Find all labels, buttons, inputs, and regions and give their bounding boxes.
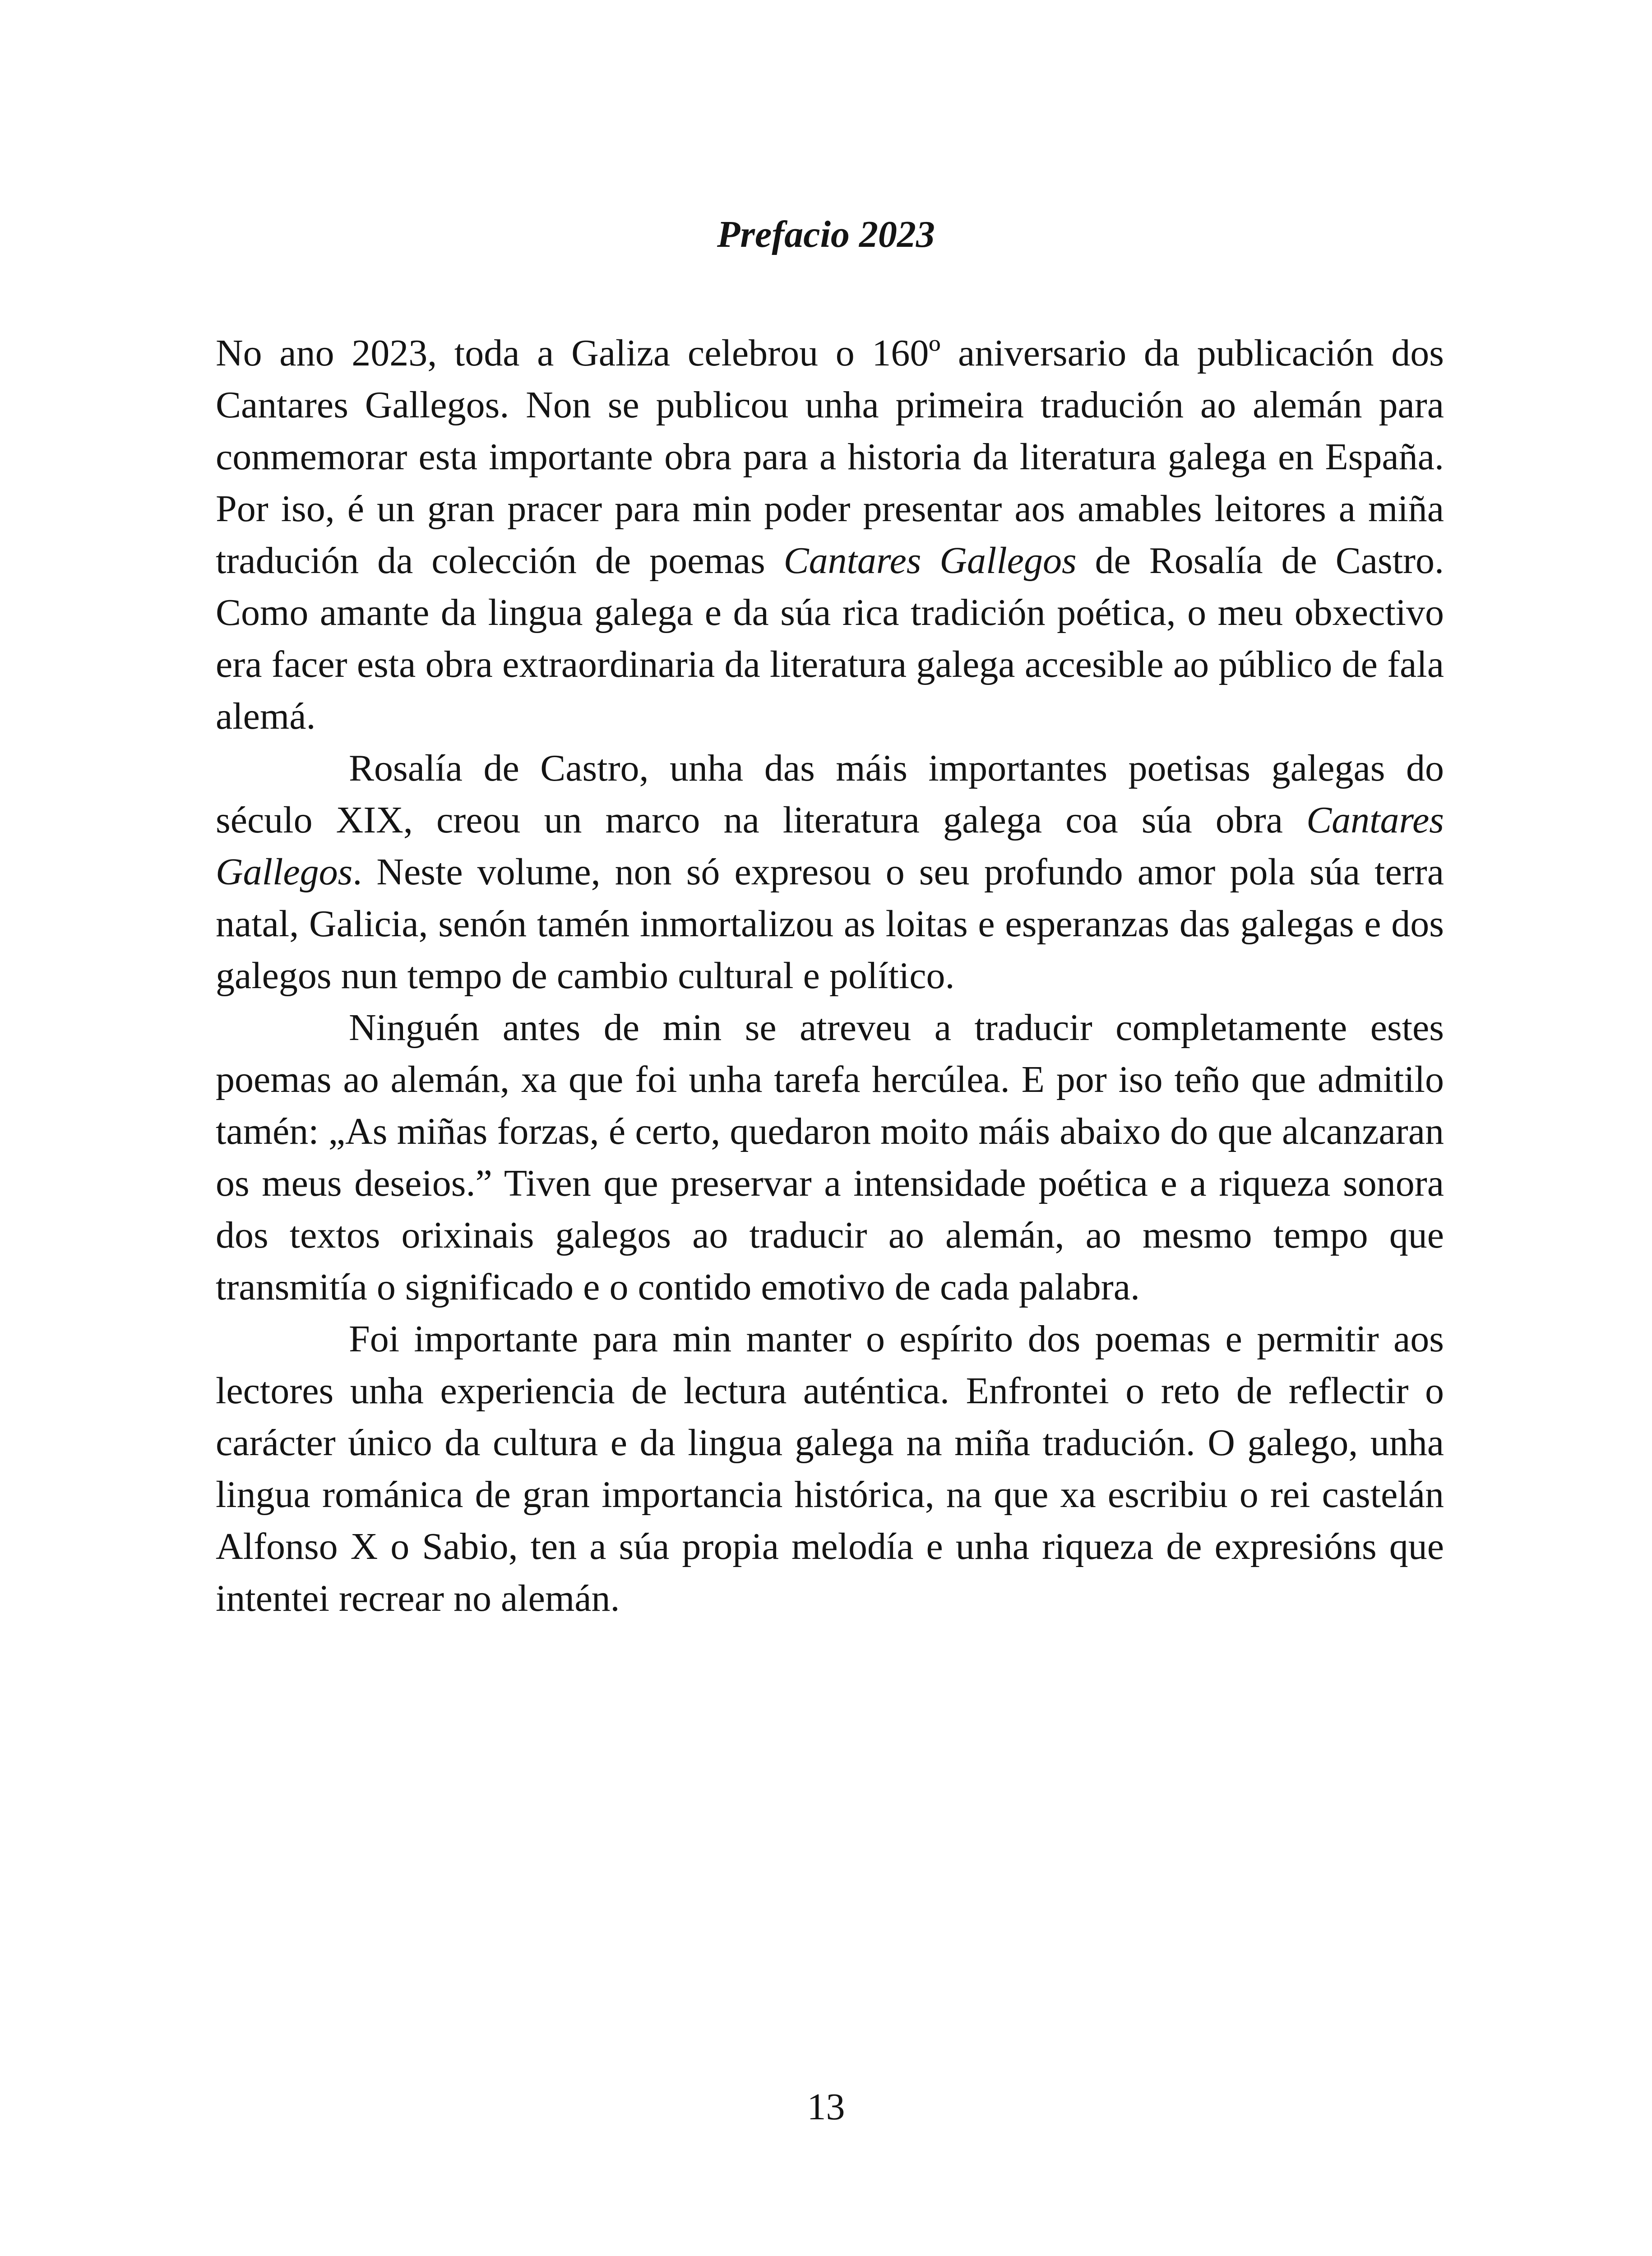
body-text xyxy=(216,327,1444,1624)
page-number: 13 xyxy=(807,2086,845,2128)
paragraph-1-text-a: No ano 2023, toda a Galiza celebrou o 160º aniversario da publicación dos Cantares Gallegos. Non se publicou unha primeira tradución ao alemán para conmemorar esta importante obra para a historia da literatura galega en España. Por iso, é un gran pracer para min poder presentar aos amables leitores a miña tradución da colección de poemas xyxy=(216,332,1444,582)
paragraph-3-text: Ninguén antes de min se atreveu a traducir completamente estes poemas ao alemán, xa que foi unha tarefa hercúlea. E por iso teño que admitilo tamén: „As miñas forzas, é certo, quedaron moito máis abaixo do que alcanzaran os meus deseios.” Tiven que preservar a intensidade poética e a riqueza sonora dos textos orixinais galegos ao traducir ao alemán, ao mesmo tempo que transmitía o significado e o contido emotivo de cada palabra. xyxy=(216,1007,1444,1308)
paragraph-1 xyxy=(216,327,1444,742)
paragraph-3 xyxy=(216,1002,1444,1313)
paragraph-2 xyxy=(216,742,1444,1002)
book-title-italic: Cantares Gallegos xyxy=(783,540,1077,582)
page-title: Prefacio 2023 xyxy=(717,213,935,255)
book-title-italic: Cantares Gallegos xyxy=(216,799,1444,893)
paragraph-4-text: Foi importante para min manter o espírito dos poemas e permitir aos lectores unha experiencia de lectura auténtica. Enfrontei o reto de reflectir o carácter único da cultura e da lingua galega na miña tradución. O galego, unha lingua románica de gran importancia histórica, na que xa escribiu o rei castelán Alfonso X o Sabio, ten a súa propia melodía e unha riqueza de expresións que intentei recrear no alemán. xyxy=(216,1318,1444,1619)
paragraph-4 xyxy=(216,1313,1444,1624)
paragraph-2-text-a: Rosalía de Castro, unha das máis importantes poetisas galegas do século XIX, creou un marco na literatura galega coa súa obra xyxy=(216,747,1444,841)
paragraph-1-text-b: de Rosalía de Castro. Como amante da lingua galega e da súa rica tradición poética, o meu obxectivo era facer esta obra extraordinaria da literatura galega accesible ao público de fala alemá. xyxy=(216,540,1444,737)
paragraph-2-text-b: . Neste volume, non só expresou o seu profundo amor pola súa terra natal, Galicia, senón tamén inmortalizou as loitas e esperanzas das galegas e dos galegos nun tempo de cambio cultural e político. xyxy=(216,851,1444,997)
